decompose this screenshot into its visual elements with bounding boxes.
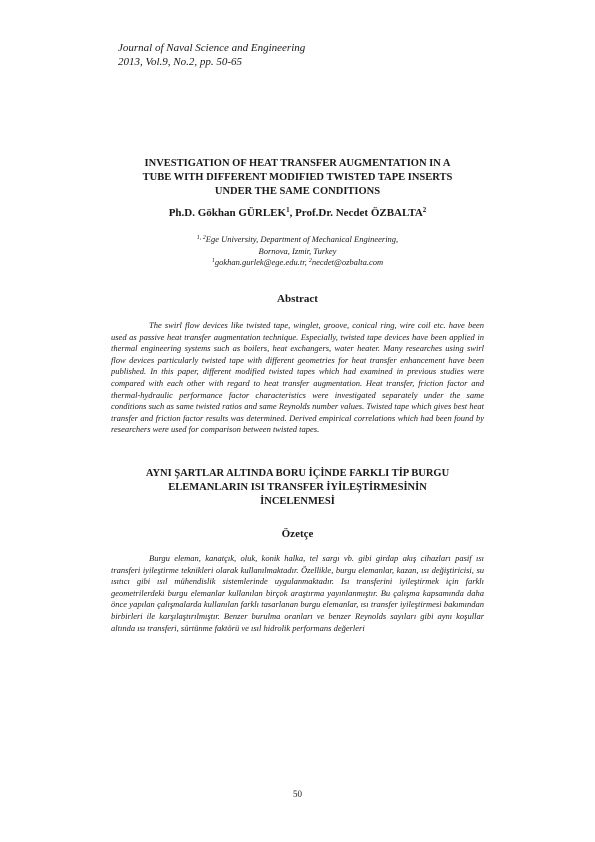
abstract-heading: Abstract [277, 293, 318, 305]
affiliation-line-2: Bornova, Izmir, Turkey [258, 245, 337, 256]
author-1: Ph.D. Gökhan GÜRLEK [168, 207, 287, 219]
email-1: gokhan.gurlek@ege.edu.tr, [214, 257, 309, 267]
journal-name: Journal of Naval Science and Engineering [118, 42, 306, 54]
affiliation-line-1: $^{1, 2}$Ege University, Department of Mechanical Engineering, [196, 234, 399, 244]
email-sup-1: 1 [211, 258, 215, 264]
paper-title [110, 157, 485, 199]
email-sup-2: 2 [308, 258, 312, 264]
ozetce-text: Burgu eleman, kanatçık, oluk, konik halka, tel sargı vb. gibi girdap akış cihazları pasif ısı transferi iyileştirme teknikleri olarak kullanılmaktadır. Özellikle, burgu elemanlar, kazan, ısı değiştiricisi, su ısıtıcı gibi ısıl mühendislik sistemlerinde uygulanmaktadır. Isı transferini iyileştirmek için farklı geometrilerdeki burgu elemanlar kullanılan birçok araştırma yayınlanmıştır. Bu çalışma kapsamında daha önce yapılan çalışmalarda kullanılan farklı tasarlanan burgu elemanlar, ısı transfer iyileştirmesi bakımından birbirleri ile karşılaştırılmıştır. Benzer burulma oranları ve benzer Reynolds sayıları gibi aynı koşullar altında ısı transferi, sürtünme faktörü ve ısıl hidrolik performans değerleri [111, 553, 484, 633]
turkish-title [110, 467, 485, 509]
turkish-title-line-3: İNCELENMESİ [260, 496, 335, 507]
journal-issue: 2013, Vol.9, No.2, pp. 50-65 [118, 56, 243, 68]
email-2: necdet@ozbalta.com [311, 257, 384, 267]
affiliation-block [110, 234, 485, 269]
paper-title-line-3: UNDER THE SAME CONDITIONS [214, 186, 381, 197]
ozetce-heading: Özetçe [281, 528, 314, 540]
journal-header [118, 41, 305, 69]
email-line [110, 257, 485, 269]
paper-title-line-2: TUBE WITH DIFFERENT MODIFIED TWISTED TAPE INSERTS [142, 172, 453, 183]
affiliation-sup: 1, 2 [196, 235, 206, 241]
turkish-title-line-1: AYNI ŞARTLAR ALTINDA BORU İÇİNDE FARKLI TİP BURGU [145, 468, 450, 479]
author-2: Prof.Dr. Necdet ÖZBALTA [295, 207, 423, 219]
abstract-text: The swirl flow devices like twisted tape, winglet, groove, conical ring, wire coil etc. have been used as passive heat transfer augmentation technique. Especially, twisted tape devices have been applied in thermal engineering systems such as boilers, heat exchangers, water heater. Many researches using swirl flow devices particularly twisted tape with different geometries for heat transfer enhancement have been published. In this paper, different modified twisted tapes which had examined in previous studies were compared with each other with regard to heat transfer augmentation. Heat transfer, friction factor and thermal-hydraulic performance factor characteristics were investigated separately under the same conditions such as same twisted ratios and same Reynolds number values. Twisted tape which gives best heat transfer and friction factor results was determined. Derived empirical correlations which had been found by researchers were used for comparison between twisted tapes. [111, 320, 484, 435]
author-2-sup: 2 [422, 206, 427, 214]
paper-title-line-1: INVESTIGATION OF HEAT TRANSFER AUGMENTATION IN A [144, 158, 451, 169]
author-1-sup: 1 [286, 206, 290, 214]
author-separator: , [289, 207, 296, 219]
page-number: 50 [293, 789, 302, 799]
author-line [110, 206, 485, 220]
turkish-title-line-2: ELEMANLARIN ISI TRANSFER İYİLEŞTİRMESİNİN [168, 482, 427, 493]
